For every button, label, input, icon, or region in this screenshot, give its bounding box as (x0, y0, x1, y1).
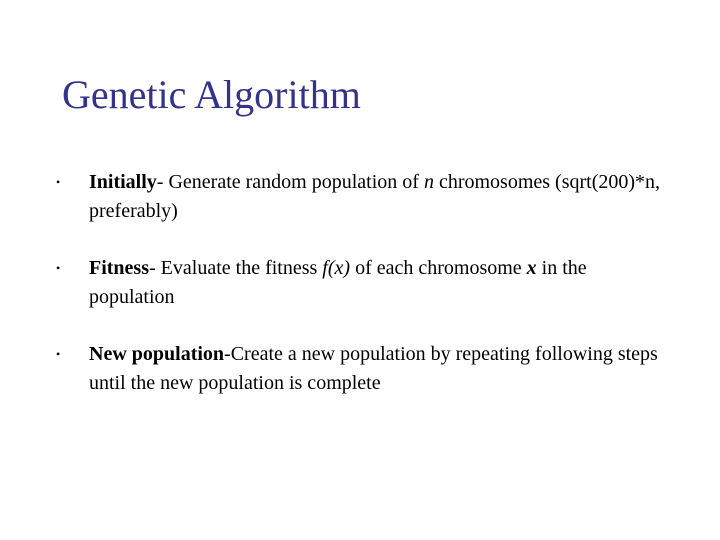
bullet-new-population (56, 340, 676, 398)
bullet-list (56, 168, 676, 426)
bullet-text: Create a new population by repeating following steps until the new population is complete (89, 343, 658, 394)
bullet-marker: • (56, 347, 61, 361)
bullet-text: Generate random population of (168, 171, 424, 193)
bullet-text: chromosomes (sqrt(200)*n, preferably) (89, 171, 661, 222)
bullet-text: Evaluate the fitness (160, 257, 323, 279)
bullet-text: in the population (89, 257, 587, 308)
bullet-variable-fx: f(x) (322, 257, 351, 279)
bullet-separator: - (224, 343, 231, 365)
bullet-fitness (56, 254, 676, 312)
bullet-initially (56, 168, 676, 226)
bullet-separator: - (156, 171, 169, 193)
bullet-marker: • (56, 261, 61, 275)
bullet-text: of each chromosome (350, 257, 527, 279)
bullet-term: Initially (89, 171, 157, 193)
bullet-term: Fitness (89, 257, 149, 279)
bullet-separator: - (149, 257, 161, 279)
bullet-variable-n: n (423, 171, 434, 193)
bullet-term: New population (89, 343, 225, 365)
bullet-marker: • (56, 175, 61, 189)
bullet-variable-x: x (526, 257, 537, 279)
slide-title: Genetic Algorithm (62, 72, 361, 117)
